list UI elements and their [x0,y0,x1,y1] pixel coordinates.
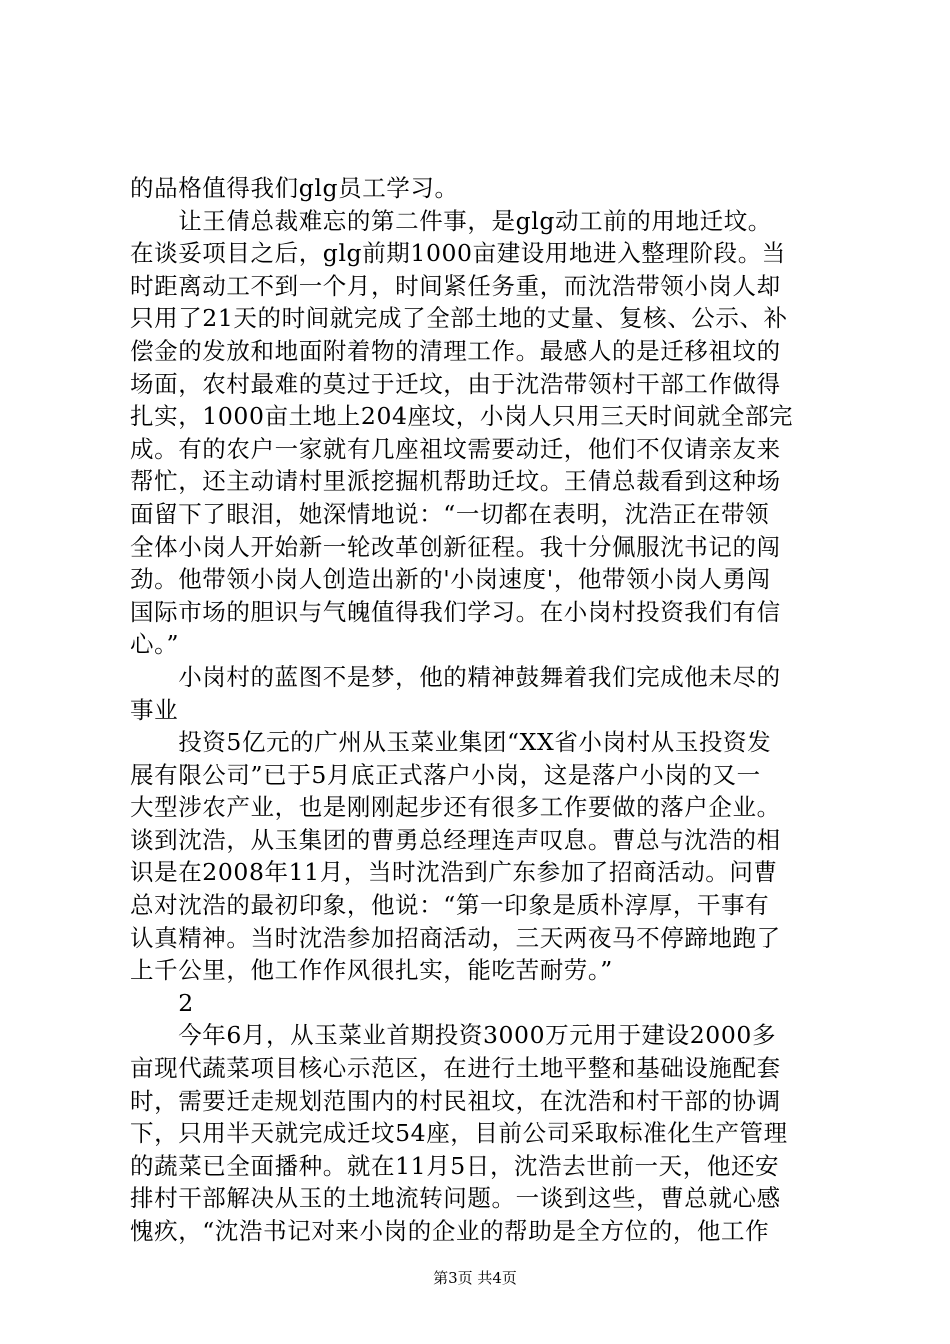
text-line: 投资5亿元的广州从玉菜业集团“XX省小岗村从玉投资发 [130,728,772,757]
text-line: 时，需要迁走规划范围内的村民祖坟，在沈浩和村干部的协调 [130,1086,781,1115]
text-line: 2 [130,988,194,1017]
text-line: 让王倩总裁难忘的第二件事，是glg动工前的用地迁坟。 [130,206,772,235]
text-line: 谈到沈浩，从玉集团的曹勇总经理连声叹息。曹总与沈浩的相 [130,825,781,854]
body-text [130,172,830,1248]
text-line: 事业 [130,695,179,724]
text-line: 展有限公司”已于5月底正式落户小岗，这是落户小岗的又一 [130,760,761,789]
text-line: 上千公里，他工作作风很扎实，能吃苦耐劳。” [130,956,613,985]
text-line: 在谈妥项目之后，glg前期1000亩建设用地进入整理阶段。当 [130,239,786,268]
text-line: 场面，农村最难的莫过于迁坟，由于沈浩带领村干部工作做得 [130,369,781,398]
text-line: 大型涉农产业，也是刚刚起步还有很多工作要做的落户企业。 [130,793,781,822]
text-line: 成。有的农户一家就有几座祖坟需要动迁，他们不仅请亲友来 [130,434,781,463]
text-line: 认真精神。当时沈浩参加招商活动，三天两夜马不停蹄地跑了 [130,923,781,952]
text-line: 愧疚，“沈浩书记对来小岗的企业的帮助是全方位的，他工作 [130,1217,770,1245]
text-line: 的品格值得我们glg员工学习。 [130,174,459,202]
text-line: 小岗村的蓝图不是梦，他的精神鼓舞着我们完成他未尽的 [130,662,781,691]
text-line: 心。” [130,630,180,659]
text-line: 的蔬菜已全面播种。就在11月5日，沈浩去世前一天，他还安 [130,1151,780,1180]
text-line: 总对沈浩的最初印象，他说：“第一印象是质朴淳厚，干事有 [130,891,770,920]
text-line: 面留下了眼泪，她深情地说：“一切都在表明，沈浩正在带领 [130,499,770,528]
text-line: 只用了21天的时间就完成了全部土地的丈量、复核、公示、补 [130,304,788,333]
text-line: 今年6月，从玉菜业首期投资3000万元用于建设2000多 [130,1021,777,1050]
text-line: 全体小岗人开始新一轮改革创新征程。我十分佩服沈书记的闯 [130,532,781,561]
text-line: 国际市场的胆识与气魄值得我们学习。在小岗村投资我们有信 [130,597,781,626]
text-line: 帮忙，还主动请村里派挖掘机帮助迁坟。王倩总裁看到这种场 [130,467,781,496]
page-number-footer: 第3页 共4页 [433,1269,517,1287]
text-line: 时距离动工不到一个月，时间紧任务重，而沈浩带领小岗人却 [130,271,781,300]
text-line: 下，只用半天就完成迁坟54座，目前公司采取标准化生产管理 [130,1119,788,1148]
text-line: 偿金的发放和地面附着物的清理工作。最感人的是迁移祖坟的 [130,336,781,365]
text-line: 亩现代蔬菜项目核心示范区，在进行土地平整和基础设施配套 [130,1054,781,1083]
text-line: 排村干部解决从玉的土地流转问题。一谈到这些，曹总就心感 [130,1184,781,1213]
text-line: 识是在2008年11月，当时沈浩到广东参加了招商活动。问曹 [130,858,778,887]
text-line: 扎实，1000亩土地上204座坟，小岗人只用三天时间就全部完 [130,402,794,431]
text-line: 劲。他带领小岗人创造出新的'小岗速度'，他带领小岗人勇闯 [130,565,771,594]
